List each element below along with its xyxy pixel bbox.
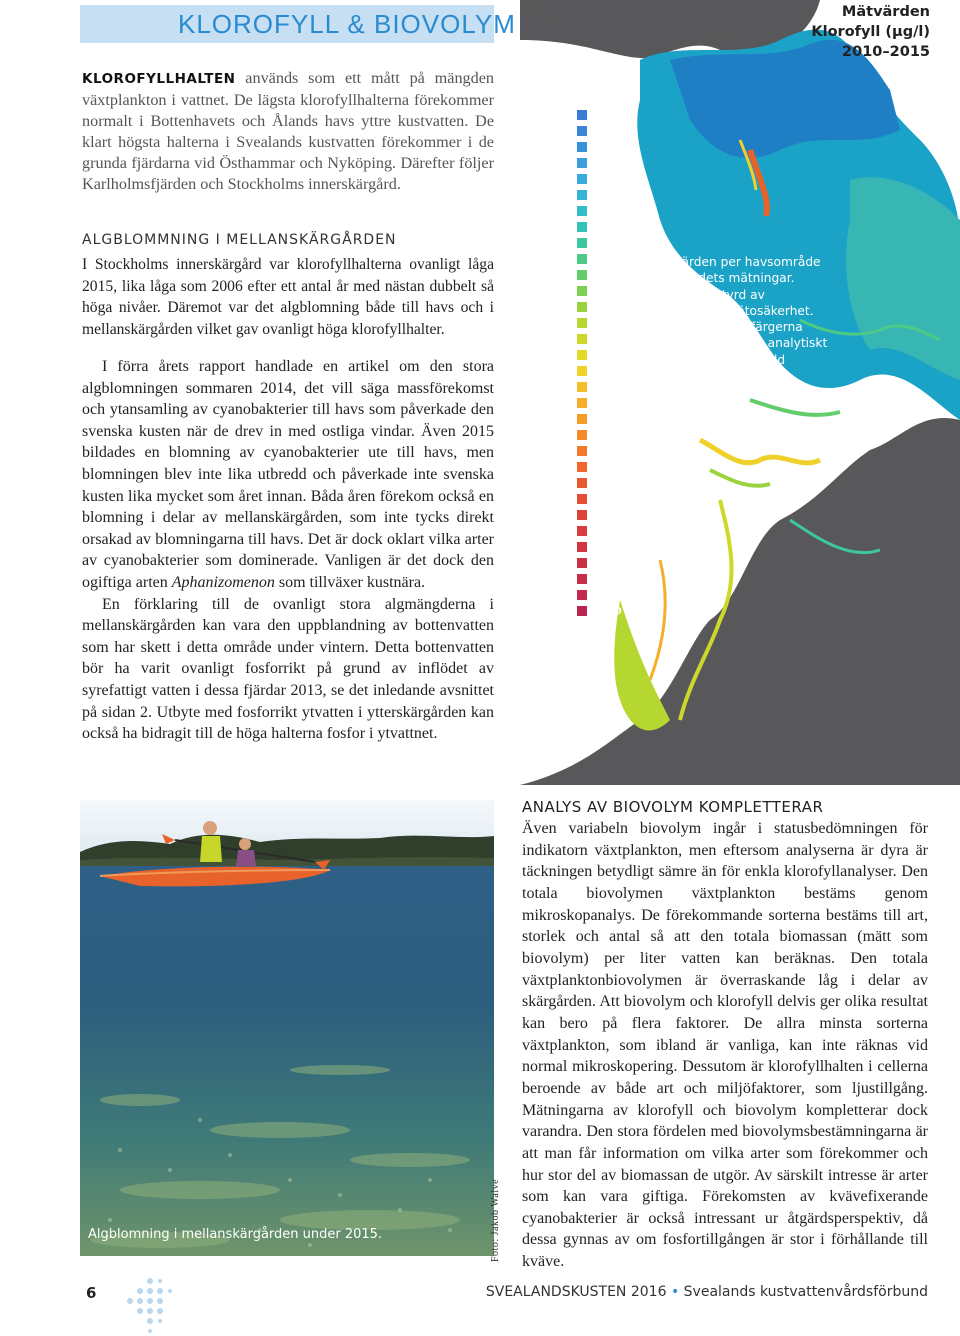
legend-swatch [577, 110, 587, 120]
kayak-photo-illustration [80, 800, 494, 1256]
legend-label: 3,8 [597, 221, 615, 233]
body-paragraph: En förklaring till de ovanligt stora algmängderna i mellanskärgården kan vara den uppblandning av bottenvatten som har skett i detta område under vintern. Detta bottenvatten bör ha varit ovanligt fosforrikt på grund av inflödet av syrefattigt vatten i dessa fjärdar 2013, se det inledande avsnittet på sidan 2. Utbyte med fosforrikt ytvatten i ytterskärgården kan också ha bidragit till de höga halterna fosfor i ytvattnet. [82, 595, 494, 743]
map-title-line2: Klorofyll (µg/l) [811, 24, 930, 40]
legend-swatch [577, 174, 587, 184]
legend-label: 2,2 [597, 109, 615, 121]
map-note: Medianvärden per havsområde från förbundets mätningar. Färgskalan är styrd av medianvärdets mätosäkerhet. Det betyder att om färgerna skiljer sig finns det en analytiskt och statistiskt säkerställd skillnad. [630, 255, 828, 384]
legend-swatch [577, 494, 587, 504]
legend-swatch [577, 206, 587, 216]
legend-item [577, 363, 622, 379]
legend-label: 18,5 [597, 541, 622, 553]
section2-body: Även variabeln biovolym ingår i statusbedömningen för indikatorn växtplankton, men eftersom analyserna är dyra är täckningen betydligt sämre än för enkla klorofyllanalyser. Den totala biovolymen växtplankton bestäms genom mikroskopanalys. De förekommande sorterna bestäms till art, storlek och antal så att den totala biomassan (mätt som biovolym) per liter vatten kan beräknas. Den totala växtplanktonbiovolymen är överraskande låg i delar av skärgården. Att biovolym och klorofyll delvis ger olika resultat kan bero på flera faktorer. De allra minsta sorterna växtplankton, som ibland är vanliga, kan inte räknas vid normal mikroskopering. Dessutom är klorofyllhalten i cellerna beroende av både art och miljöfaktorer, som ljustillgång. Mätningarna av klorofyll och biovolym kompletterar dock varandra. Den stora fördelen med biovolymsbestämningarna är att man får information om vilka arter som förekommer och hur stor del av biomassan de utgör. Av särskilt intresse är arter som kan vara giftiga. Förekomsten av kvävefixerande cyanobakterier är också intressant ur åtgärdsperspektiv, då dessa gynnas av om fosfortillgången är stor i förhållande till kväve. [522, 820, 928, 1271]
legend-item [577, 331, 622, 347]
legend-item [577, 411, 622, 427]
legend-label: 4,1 [597, 237, 615, 249]
legend-label: 3,0 [597, 173, 615, 185]
legend-swatch [577, 574, 587, 584]
legend-swatch [577, 606, 587, 616]
legend-swatch [577, 254, 587, 264]
legend-swatch [577, 222, 587, 232]
legend-item [577, 123, 622, 139]
legend-label: 6,5 [597, 333, 615, 345]
legend-item [577, 347, 622, 363]
legend-item [577, 139, 622, 155]
legend-item [577, 603, 622, 619]
legend-item [577, 187, 622, 203]
legend-swatch [577, 126, 587, 136]
legend-label: 4,8 [597, 269, 615, 281]
legend-label: 3,25 [597, 189, 622, 201]
legend-swatch [577, 430, 587, 440]
legend-swatch [577, 158, 587, 168]
legend-swatch [577, 190, 587, 200]
legend-item [577, 203, 622, 219]
legend-item [577, 235, 622, 251]
decorative-dots-icon [110, 1276, 180, 1336]
legend-swatch [577, 526, 587, 536]
legend-swatch [577, 510, 587, 520]
species-name: Aphanizomenon [171, 573, 275, 591]
legend-swatch [577, 302, 587, 312]
intro-lead: KLOROFYLLHALTEN [82, 71, 236, 87]
legend-item [577, 315, 622, 331]
legend-label: 12,3 [597, 461, 622, 473]
legend-label: 4,45 [597, 253, 622, 265]
photo-caption: Algblomning i mellanskärgården under 2015. [88, 1227, 383, 1242]
legend-item [577, 267, 622, 283]
legend-label: 6,0 [597, 317, 615, 329]
legend-item [577, 171, 622, 187]
section-heading-algblomning: ALGBLOMMNING I MELLANSKÄRGÅRDEN [82, 232, 397, 248]
legend-swatch [577, 350, 587, 360]
legend-item [577, 379, 622, 395]
legend-label: 8,9 [597, 397, 615, 409]
legend-item [577, 555, 622, 571]
map-title-line1: Mätvärden [841, 4, 930, 20]
legend-label: 23,5 [597, 589, 622, 601]
page-number: 6 [86, 1284, 97, 1302]
legend-item [577, 107, 622, 123]
legend-label: 7,0 [597, 349, 615, 361]
legend-swatch [577, 558, 587, 568]
legend-label: 17,1 [597, 525, 622, 537]
legend-swatch [577, 398, 587, 408]
footer-organization: Svealands kustvattenvårdsförbund [683, 1284, 928, 1300]
footer-bullet: • [670, 1284, 680, 1300]
legend-swatch [577, 414, 587, 424]
legend-label: 8,2 [597, 381, 615, 393]
legend-swatch [577, 446, 587, 456]
legend-label: 2,6 [597, 141, 615, 153]
legend-swatch [577, 542, 587, 552]
legend-item [577, 491, 622, 507]
section-lead-paragraph: I Stockholms innerskärgård var klorofyllhalterna ovanligt låga 2015, lika låga som 2006 efter ett antal år med nästan dubbelt så höga nivåer. Däremot var det algblomning både till havs och i mellanskärgården vilket gav ovanligt höga klorofyllhalter. [82, 256, 494, 338]
footer-publication: SVEALANDSKUSTEN 2016 [485, 1284, 667, 1300]
legend-item [577, 587, 622, 603]
map-title [811, 2, 930, 62]
legend-swatch [577, 142, 587, 152]
legend-label: 21,7 [597, 573, 622, 585]
legend-label: 13,4 [597, 477, 622, 489]
legend-label: 10,4 [597, 429, 622, 441]
photo-algal-bloom [80, 800, 494, 1256]
legend-item [577, 283, 622, 299]
legend-item [577, 155, 622, 171]
legend-swatch [577, 366, 587, 376]
section-heading-biovolym: ANALYS AV BIOVOLYM KOMPLETTERAR [522, 798, 824, 816]
legend-item [577, 475, 622, 491]
intro-text: används som ett mått på mängden växtplankton i vattnet. De lägsta klorofyllhalterna förekommer normalt i Bottenhavets och Ålands havs yttre kustvatten. De klart högsta halterna i Svealands kustvatten förekommer i de grunda fjärdarna vid Östhammar och Nyköping. Därefter följer Karlholmsfjärden och Stockholms innerskärgård. [82, 69, 494, 193]
color-legend [577, 107, 622, 619]
section-body [82, 356, 494, 745]
legend-label: 5,6 [597, 301, 615, 313]
legend-item [577, 571, 622, 587]
legend-item [577, 395, 622, 411]
legend-label: 3,5 [597, 205, 615, 217]
legend-swatch [577, 590, 587, 600]
legend-item [577, 507, 622, 523]
legend-label: 2,8 [597, 157, 615, 169]
legend-label: 15,8 [597, 509, 622, 521]
legend-label: 2,4 [597, 125, 615, 137]
legend-swatch [577, 462, 587, 472]
map-title-line3: 2010–2015 [842, 44, 930, 60]
legend-item [577, 427, 622, 443]
legend-label: 30,0 [597, 605, 622, 617]
legend-label: 7,6 [597, 365, 615, 377]
legend-swatch [577, 286, 587, 296]
legend-swatch [577, 478, 587, 488]
photo-credit: Foto: Jakob Walve [490, 1178, 501, 1262]
legend-item [577, 459, 622, 475]
legend-label: 20,0 [597, 557, 622, 569]
page-title: KLOROFYLL & BIOVOLYM [178, 9, 516, 39]
legend-swatch [577, 382, 587, 392]
legend-label: 14,6 [597, 493, 622, 505]
legend-item [577, 539, 622, 555]
intro-paragraph [82, 68, 494, 195]
legend-label: 11,3 [597, 445, 622, 457]
body-paragraph: I förra årets rapport handlade en artikel om den stora algblomningen sommaren 2014, det vill säga massförekomst och ytansamling av cyanobakterier till havs som påverkade den svenska kusten när de drev in med ostliga vindar. Även 2015 bildades en blomning av cyanobakterier ute till havs, men blomningen blev inte lika utbredd och påverkade inte svenska kusten lika mycket som året innan. Båda åren förekom också en blomning i delar av mellanskärgården, som inte tycks direkt orsakad av blomningarna till havs. Det är dock oklart vilka arter av cyanobakterier som dominerade. Vanligen är det dock den ogiftiga arten Aphanizomenon som tillväxer kustnära. [82, 358, 494, 591]
footer [486, 1284, 928, 1300]
legend-swatch [577, 270, 587, 280]
legend-item [577, 443, 622, 459]
legend-item [577, 251, 622, 267]
legend-label: 9,6 [597, 413, 615, 425]
legend-item [577, 523, 622, 539]
legend-swatch [577, 334, 587, 344]
legend-swatch [577, 238, 587, 248]
legend-label: 5,2 [597, 285, 615, 297]
legend-item [577, 219, 622, 235]
legend-swatch [577, 318, 587, 328]
legend-item [577, 299, 622, 315]
